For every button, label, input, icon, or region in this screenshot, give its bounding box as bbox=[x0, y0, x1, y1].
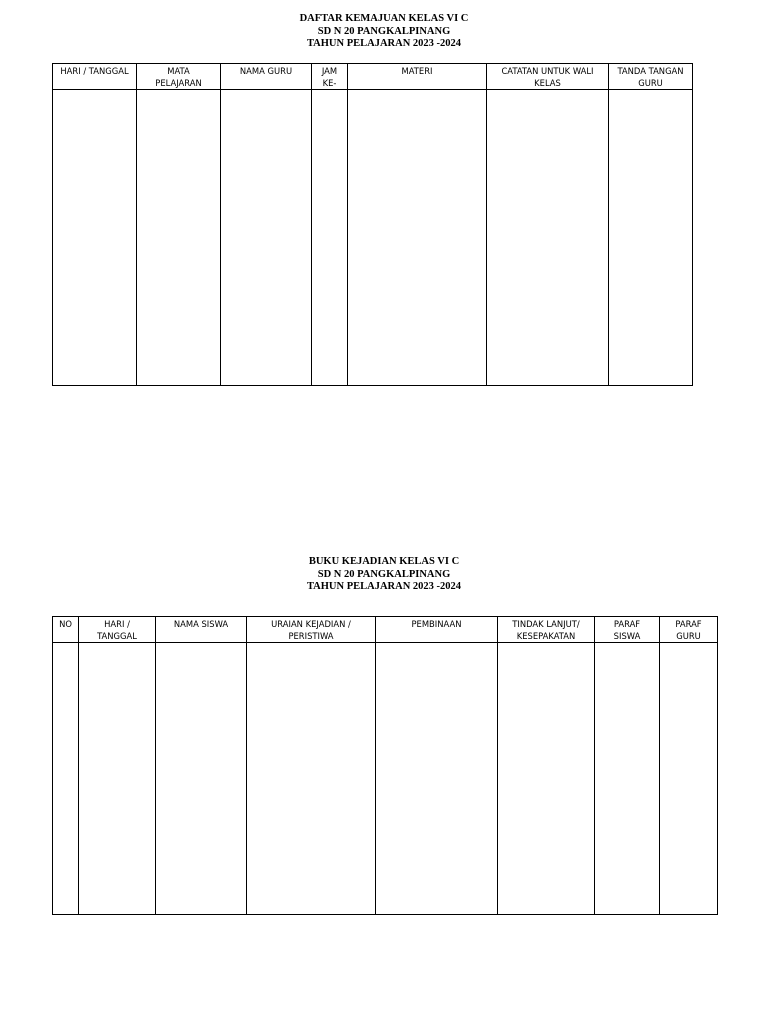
column-header-nama-siswa: NAMA SISWA bbox=[156, 617, 247, 643]
column-header-nama-guru: NAMA GURU bbox=[221, 64, 312, 90]
column-header-pembinaan: PEMBINAAN bbox=[376, 617, 498, 643]
table-cell[interactable] bbox=[247, 643, 376, 915]
progress-log-table bbox=[52, 63, 693, 386]
incident-log-body-row bbox=[53, 643, 718, 915]
table-cell[interactable] bbox=[312, 90, 348, 386]
incident-log-title-line-2: SD N 20 PANGKALPINANG bbox=[317, 568, 451, 580]
incident-log-title bbox=[0, 556, 768, 594]
incident-log-table bbox=[52, 616, 718, 915]
column-header-no: NO bbox=[53, 617, 79, 643]
progress-log-header-row bbox=[53, 64, 693, 90]
table-cell[interactable] bbox=[137, 90, 221, 386]
table-cell[interactable] bbox=[660, 643, 718, 915]
table-cell[interactable] bbox=[595, 643, 660, 915]
table-cell[interactable] bbox=[348, 90, 487, 386]
column-header-hari-tanggal: HARI / TANGGAL bbox=[79, 617, 156, 643]
table-cell[interactable] bbox=[498, 643, 595, 915]
table-cell[interactable] bbox=[609, 90, 693, 386]
progress-log-title-line-3: TAHUN PELAJARAN 2023 -2024 bbox=[306, 38, 462, 49]
progress-log-title-line-2: SD N 20 PANGKALPINANG bbox=[317, 25, 451, 37]
column-header-tanda-tangan-guru: TANDA TANGAN GURU bbox=[609, 64, 693, 90]
column-header-hari-tanggal: HARI / TANGGAL bbox=[53, 64, 137, 90]
column-header-mata-pelajaran: MATA PELAJARAN bbox=[137, 64, 221, 90]
column-header-paraf-siswa: PARAF SISWA bbox=[595, 617, 660, 643]
incident-log-header-row bbox=[53, 617, 718, 643]
column-header-jam-ke: JAM KE- bbox=[312, 64, 348, 90]
column-header-tindak-lanjut: TINDAK LANJUT/ KESEPAKATAN bbox=[498, 617, 595, 643]
column-header-paraf-guru: PARAF GURU bbox=[660, 617, 718, 643]
table-cell[interactable] bbox=[376, 643, 498, 915]
column-header-catatan-wali-kelas: CATATAN UNTUK WALI KELAS bbox=[487, 64, 609, 90]
progress-log-title bbox=[0, 13, 768, 51]
incident-log-title-line-3: TAHUN PELAJARAN 2023 -2024 bbox=[306, 581, 462, 592]
table-cell[interactable] bbox=[221, 90, 312, 386]
column-header-uraian-kejadian: URAIAN KEJADIAN / PERISTIWA bbox=[247, 617, 376, 643]
table-cell[interactable] bbox=[156, 643, 247, 915]
progress-log-title-line-1: DAFTAR KEMAJUAN KELAS VI C bbox=[299, 13, 469, 24]
progress-log-body-row bbox=[53, 90, 693, 386]
table-cell[interactable] bbox=[53, 90, 137, 386]
table-cell[interactable] bbox=[79, 643, 156, 915]
table-cell[interactable] bbox=[53, 643, 79, 915]
incident-log-title-line-1: BUKU KEJADIAN KELAS VI C bbox=[308, 556, 460, 567]
table-cell[interactable] bbox=[487, 90, 609, 386]
column-header-materi: MATERI bbox=[348, 64, 487, 90]
